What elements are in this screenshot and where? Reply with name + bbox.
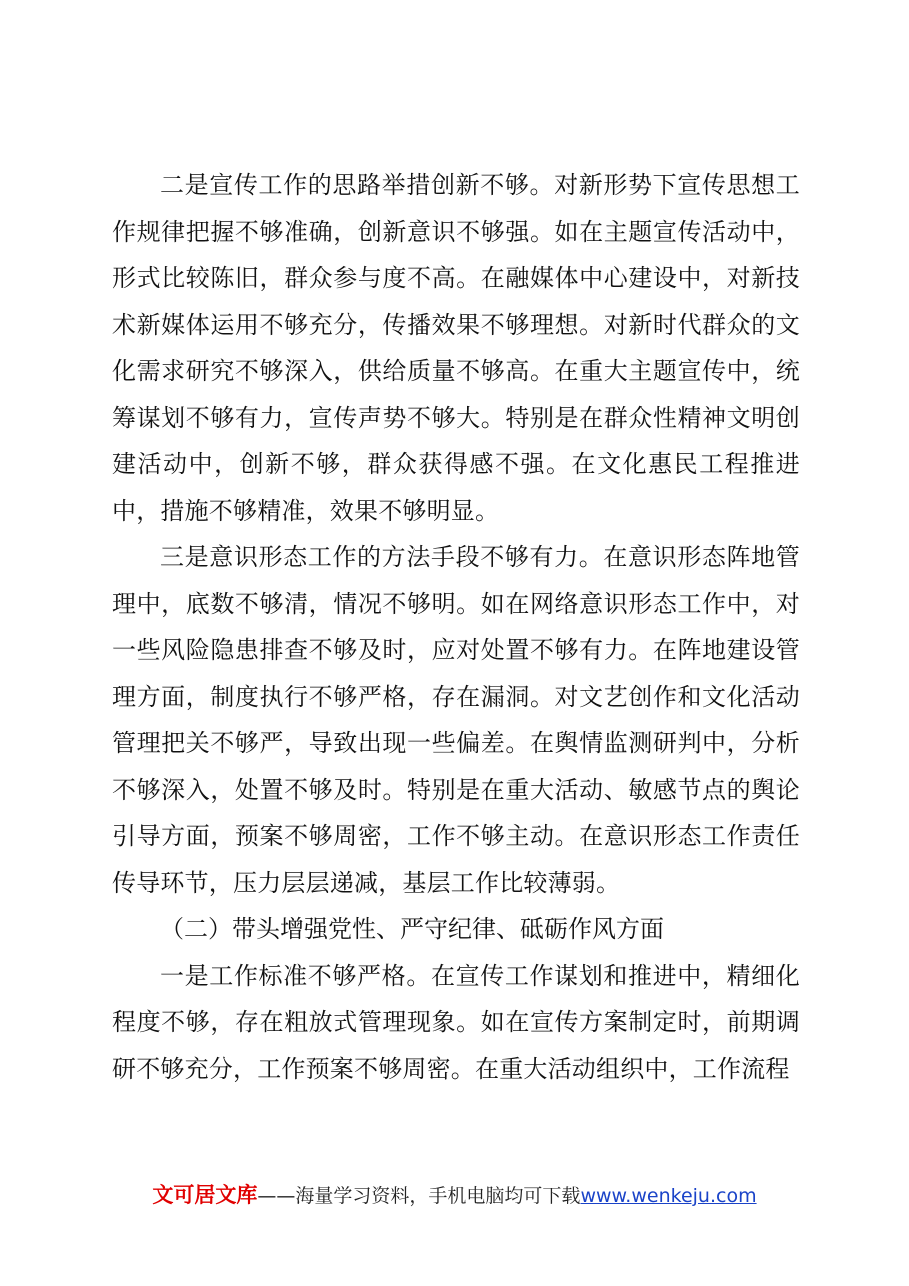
paragraph-ideology: 三是意识形态工作的方法手段不够有力。在意识形态阵地管理中，底数不够清，情况不够明。如在网络意识形态工作中，对一些风险隐患排查不够及时，应对处置不够有力。在阵地建设管理方面，制度执行不够严格，存在漏洞。对文艺创作和文化活动管理把关不够严，导致出现一些偏差。在舆情监测研判中，分析不够深入，处置不够及时。特别是在重大活动、敏感节点的舆论引导方面，预案不够周密，工作不够主动。在意识形态工作责任传导环节，压力层层递减，基层工作比较薄弱。: [112, 543, 800, 897]
footer-site-link[interactable]: www.wenkeju.com: [580, 1185, 757, 1207]
paragraph-standards: 一是工作标准不够严格。在宣传工作谋划和推进中，精细化程度不够，存在粗放式管理现象。如在宣传方案制定时，前期调研不够充分，工作预案不够周密。在重大活动组织中，工作流程: [112, 961, 800, 1083]
paragraph-innovation: 二是宣传工作的思路举措创新不够。对新形势下宣传思想工作规律把握不够准确，创新意识不够强。如在主题宣传活动中，形式比较陈旧，群众参与度不高。在融媒体中心建设中，对新技术新媒体运用不够充分，传播效果不够理想。对新时代群众的文化需求研究不够深入，供给质量不够高。在重大主题宣传中，统筹谋划不够有力，宣传声势不够大。特别是在群众性精神文明创建活动中，创新不够，群众获得感不强。在文化惠民工程推进中，措施不够精准，效果不够明显。: [112, 171, 800, 525]
section-heading: （二）带头增强党性、严守纪律、砥砺作风方面: [160, 915, 664, 943]
footer-banner: [0, 1180, 909, 1211]
footer-brand: 文可居文库: [152, 1183, 258, 1207]
document-body: [112, 162, 800, 1092]
footer-tagline: ——海量学习资料，手机电脑均可下载: [257, 1185, 581, 1207]
